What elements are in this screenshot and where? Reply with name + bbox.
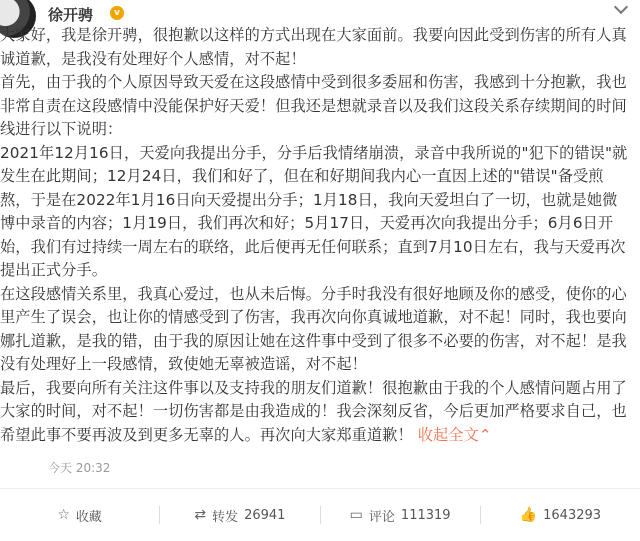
collapse-text-link[interactable]: [418, 426, 492, 444]
like-button[interactable]: [481, 489, 640, 541]
comment-count: 111319: [400, 507, 451, 523]
repost-icon: ⇄: [194, 507, 207, 523]
star-icon: ☆: [57, 507, 70, 523]
post-paragraph: 2021年12月16日，天爱向我提出分手，分手后我情绪崩溃，录音中我所说的"犯下的错误"就发生在此期间；12月24日，我们和好了，但在和好期间我内心一直因上述的"错误"备受煎熬，于是在2022年1月16日向天爱提出分手；1月18日，我向天爱坦白了一切，也就是她微博中录音的内容；1月19日，我们再次和好；5月17日，天爱再次向我提出分手；6月6日开始，我们有过持续一周左右的联络，此后便再无任何联系；直到7月10日左右，我与天爱再次提出正式分手。: [0, 143, 628, 279]
post-paragraph-last: [0, 377, 632, 448]
post-paragraph: 大家好，我是徐开骋，很抱歉以这样的方式出现在大家面前。我要向因此受到伤害的所有人真诚道歉，是我没有处理好个人感情，对不起！: [0, 26, 627, 68]
collapse-text-label[interactable]: 收起全文: [417, 425, 479, 444]
repost-button[interactable]: [160, 489, 319, 541]
favorite-label: 收藏: [75, 509, 102, 525]
post-timestamp: 今天 20:32: [48, 461, 111, 475]
favorite-button[interactable]: [0, 489, 159, 541]
action-bar: [0, 489, 640, 541]
post-paragraph: 在这段感情关系里，我真心爱过，也从未后悔。分手时我没有很好地顾及你的感受，使你的心里产生了误会，也让你的情感受到了伤害，我再次向你真诚地道歉，对不起！同时，我也要向娜扎道歉，是我的错，由于我的原因让她在这件事中受到了很多不必要的伤害，对不起！是我没有处理好上一段感情，致使她无辜被造谣，对不起！: [0, 284, 627, 373]
repost-label: 转发: [212, 509, 239, 525]
post-body: [0, 24, 632, 447]
comment-icon: ▭: [349, 507, 363, 523]
verified-badge-icon: v: [110, 6, 124, 20]
post-last-text: 最后，我要向所有关注这件事以及支持我的朋友们道歉！很抱歉由于我的个人感情问题占用了大家的时间，对不起！一切伤害都是由我造成的！我会深刻反省，今后更加严格要求自己，也希望此事不要再波及到更多无辜的人。再次向大家郑重道歉！: [0, 378, 627, 444]
chevron-up-icon[interactable]: ⌃: [478, 425, 492, 444]
comment-button[interactable]: [321, 489, 480, 541]
post-paragraph: 首先，由于我的个人原因导致天爱在这段感情中受到很多委屈和伤害，我感到十分抱歉，我也非常自责在这段感情中没能保护好天爱！但我还是想就录音以及我们这段关系存续期间的时间线进行以下说明：: [0, 73, 627, 138]
comment-label: 评论: [368, 509, 395, 525]
thumbs-up-icon: 👍: [519, 507, 538, 523]
repost-count: 26941: [244, 507, 286, 523]
like-count: 1643293: [543, 507, 602, 523]
username[interactable]: 徐开骋: [48, 6, 94, 24]
chevron-down-icon[interactable]: [614, 0, 628, 14]
